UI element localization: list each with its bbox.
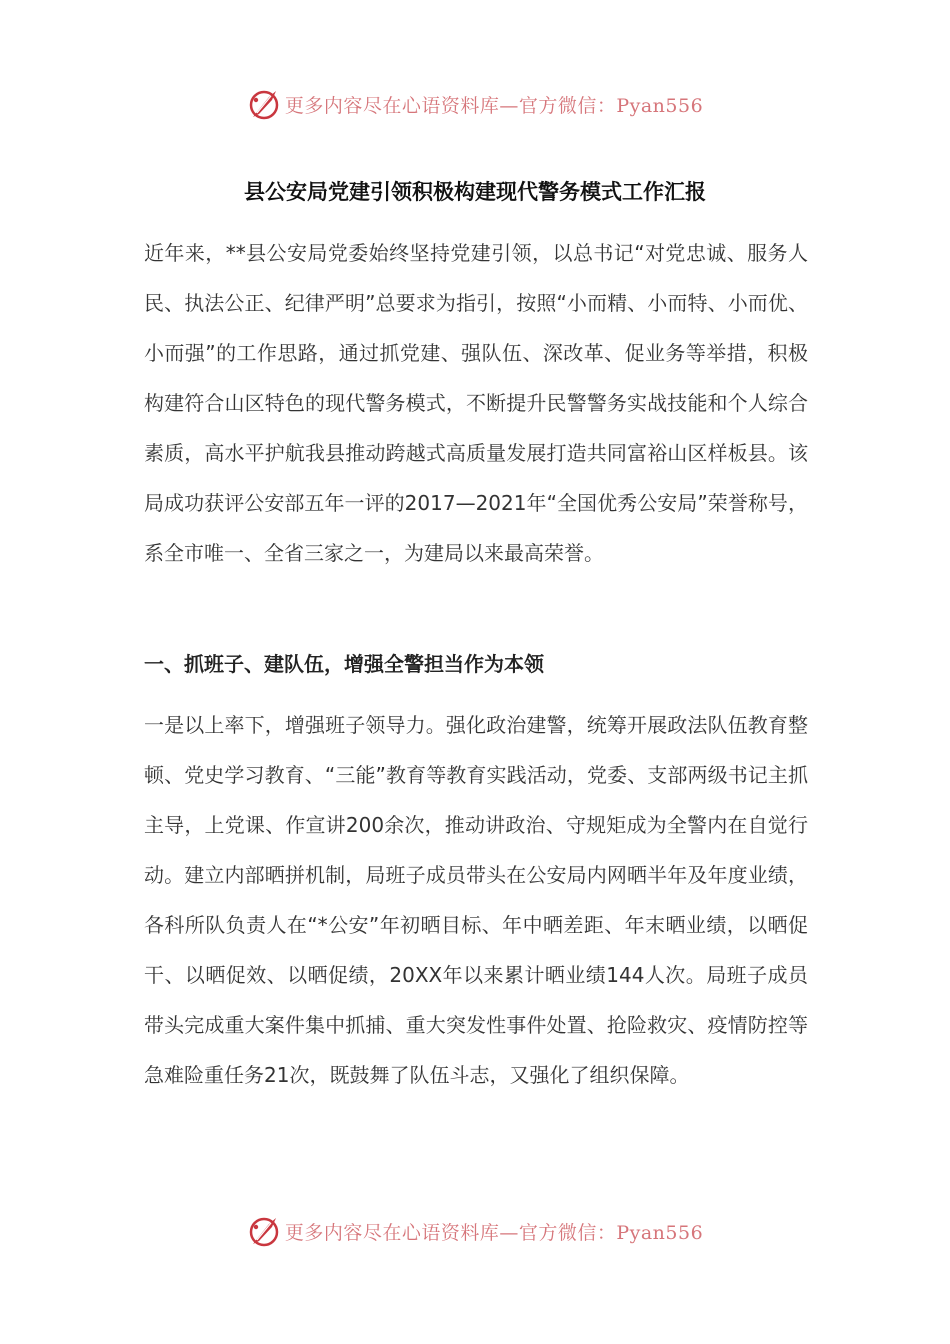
bottom-watermark-banner — [0, 1211, 950, 1251]
watermark-slogan: 更多内容尽在心语资料库—官方微信：Pyan556 — [284, 1221, 704, 1244]
section-paragraph: 一是以上率下，增强班子领导力。强化政治建警，统筹开展政法队伍教育整顿、党史学习教育、“三能”教育等教育实践活动，党委、支部两级书记主抓主导，上党课、作宣讲200余次，推动讲政治、守规矩成为全警内在自觉行动。建立内部晒拼机制，局班子成员带头在公安局内网晒半年及年度业绩，各科所队负责人在“*公安”年初晒目标、年中晒差距、年末晒业绩，以晒促干、以晒促效、以晒促绩，20XX年以来累计晒业绩144人次。局班子成员带头完成重大案件集中抓捕、重大突发性事件处置、抢险救灾、疫情防控等急难险重任务21次，既鼓舞了队伍斗志，又强化了组织保障。 — [144, 713, 808, 1087]
quill-pen-logo-icon — [247, 1214, 281, 1248]
section-heading: 一、抓班子、建队伍，增强全警担当作为本领 — [144, 652, 544, 676]
document-title: 县公安局党建引领积极构建现代警务模式工作汇报 — [244, 180, 706, 204]
intro-paragraph: 近年来，**县公安局党委始终坚持党建引领，以总书记“对党忠诚、服务人民、执法公正、纪律严明”总要求为指引，按照“小而精、小而特、小而优、小而强”的工作思路，通过抓党建、强队伍、深改革、促业务等举措，积极构建符合山区特色的现代警务模式，不断提升民警警务实战技能和个人综合素质，高水平护航我县推动跨越式高质量发展打造共同富裕山区样板县。该局成功获评公安部五年一评的2017—2021年“全国优秀公安局”荣誉称号，系全市唯一、全省三家之一，为建局以来最高荣誉。 — [144, 241, 808, 565]
top-watermark-banner — [0, 84, 950, 124]
quill-pen-logo-icon — [247, 87, 281, 121]
watermark-slogan: 更多内容尽在心语资料库—官方微信：Pyan556 — [284, 94, 704, 117]
